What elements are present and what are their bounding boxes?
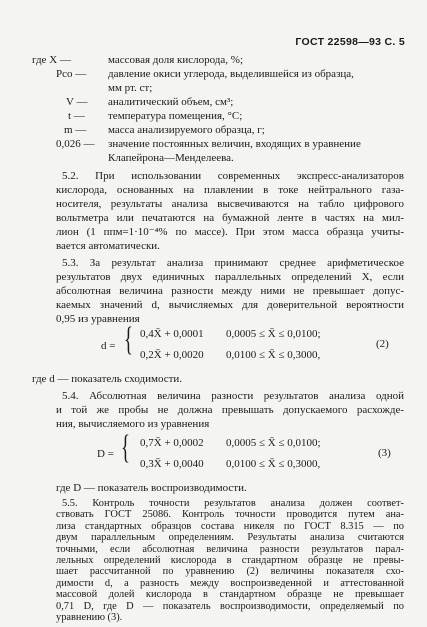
text-line: шает рассчитанной по уравнению (2) величины показателя схо- <box>56 566 404 578</box>
def-sym: где X — <box>32 54 71 66</box>
text-line: вается автоматически. <box>56 240 160 252</box>
def-text: значение постоянных величин, входящих в уравнение <box>108 138 361 150</box>
brace-icon: { <box>121 429 130 466</box>
text-line: массовой долей кислорода в стандартном образце не превышает <box>56 589 404 601</box>
def-sym: V — <box>66 96 88 108</box>
text-line: двум параллельным определениям. Результаты анализа считаются <box>56 532 404 544</box>
equation-cond: 0,0005 ≤ X̄ ≤ 0,0100; <box>226 437 321 449</box>
equation-expr: 0,4X̄ + 0,0001 <box>140 328 204 340</box>
text-line: носителя, результаты анализа высвечиваются на табло цифрового <box>56 198 404 210</box>
equation-cond: 0,0100 ≤ X̄ ≤ 0,3000, <box>226 458 321 470</box>
def-text: масса анализируемого образца, г; <box>108 124 265 136</box>
text-line: каемых значений d, вычисляемых для доверительной вероятности <box>56 299 404 311</box>
page-header: ГОСТ 22598—93 С. 5 <box>295 36 405 48</box>
def-text: Клапейрона—Менделеева. <box>108 152 234 164</box>
def-text: массовая доля кислорода, %; <box>108 54 244 66</box>
text-line: лельных определений кислорода в стандартном образце не превы- <box>56 555 404 566</box>
equation-lhs: D = <box>97 448 114 460</box>
equation-cond: 0,0005 ≤ X̄ ≤ 0,0100; <box>226 328 321 340</box>
def-sym: Pco — <box>56 68 87 80</box>
text-line: димости d, а разность между воспроизведенной и аттестованной <box>56 577 404 589</box>
text-line: 5.4. Абсолютная величина разности результатов анализа одной <box>62 390 404 402</box>
text-line: уравнению (3). <box>56 612 123 623</box>
equation-number: (3) <box>378 447 391 459</box>
text-line: лиза стандартных образцов состава никеля по ГОСТ 8.315 — по <box>56 520 404 532</box>
text-line: 0,95 из уравнения <box>56 313 140 325</box>
equation-number: (2) <box>376 338 389 350</box>
equation-lhs: d = <box>101 340 116 352</box>
text-line: 5.3. За результат анализа принимают среднее арифметическое <box>62 257 404 269</box>
text-line: лион (1 ппм=1·10⁻⁴% по массе). При этом масса образца учиты- <box>56 226 404 238</box>
text-line: абсолютная величина разности между ними не превышает допус- <box>56 285 404 297</box>
equation-3-where: где D — показатель воспроизводимости. <box>56 482 247 494</box>
text-line: кислорода, основанных на плавлении в токе нейтрального газа- <box>56 184 404 196</box>
equation-expr: 0,2X̄ + 0,0020 <box>140 349 204 361</box>
equation-cond: 0,0100 ≤ X̄ ≤ 0,3000, <box>226 349 321 361</box>
text-line: точными, если абсолютная величина разности результатов парал- <box>56 543 404 555</box>
text-line: 0,71 D, где D — показатель воспроизводимости, определяемый по <box>56 600 404 612</box>
brace-icon: { <box>124 321 133 358</box>
def-sym: m — <box>64 124 87 136</box>
text-line: вольтметра или печатаются на бумажной ленте в частях на мил- <box>56 212 404 224</box>
text-line: 5.5. Контроль точности результатов анализа должен соответ- <box>62 498 404 509</box>
def-text: аналитический объем, см³; <box>108 96 234 108</box>
equation-expr: 0,3X̄ + 0,0040 <box>140 458 204 470</box>
def-sym: t — <box>68 110 85 122</box>
def-text: мм рт. ст; <box>108 82 153 94</box>
def-text: температура помещения, °С; <box>108 110 243 122</box>
def-sym: 0,026 — <box>56 138 95 150</box>
equation-expr: 0,7X̄ + 0,0002 <box>140 437 204 449</box>
text-line: результатов двух единичных параллельных определений X, если <box>56 271 404 283</box>
text-line: и той же пробы не должна превышать допускаемого расхожде- <box>56 404 404 416</box>
text-line: ния, вычисляемого из уравнения <box>56 418 210 430</box>
text-line: 5.2. При использовании современных экспресс-анализаторов <box>62 170 404 182</box>
def-text: давление окиси углерода, выделившейся из образца, <box>108 68 354 80</box>
text-line: ствовать ГОСТ 25086. Контроль точности проводится путем ана- <box>56 509 404 521</box>
equation-2-where: где d — показатель сходимости. <box>32 373 183 385</box>
